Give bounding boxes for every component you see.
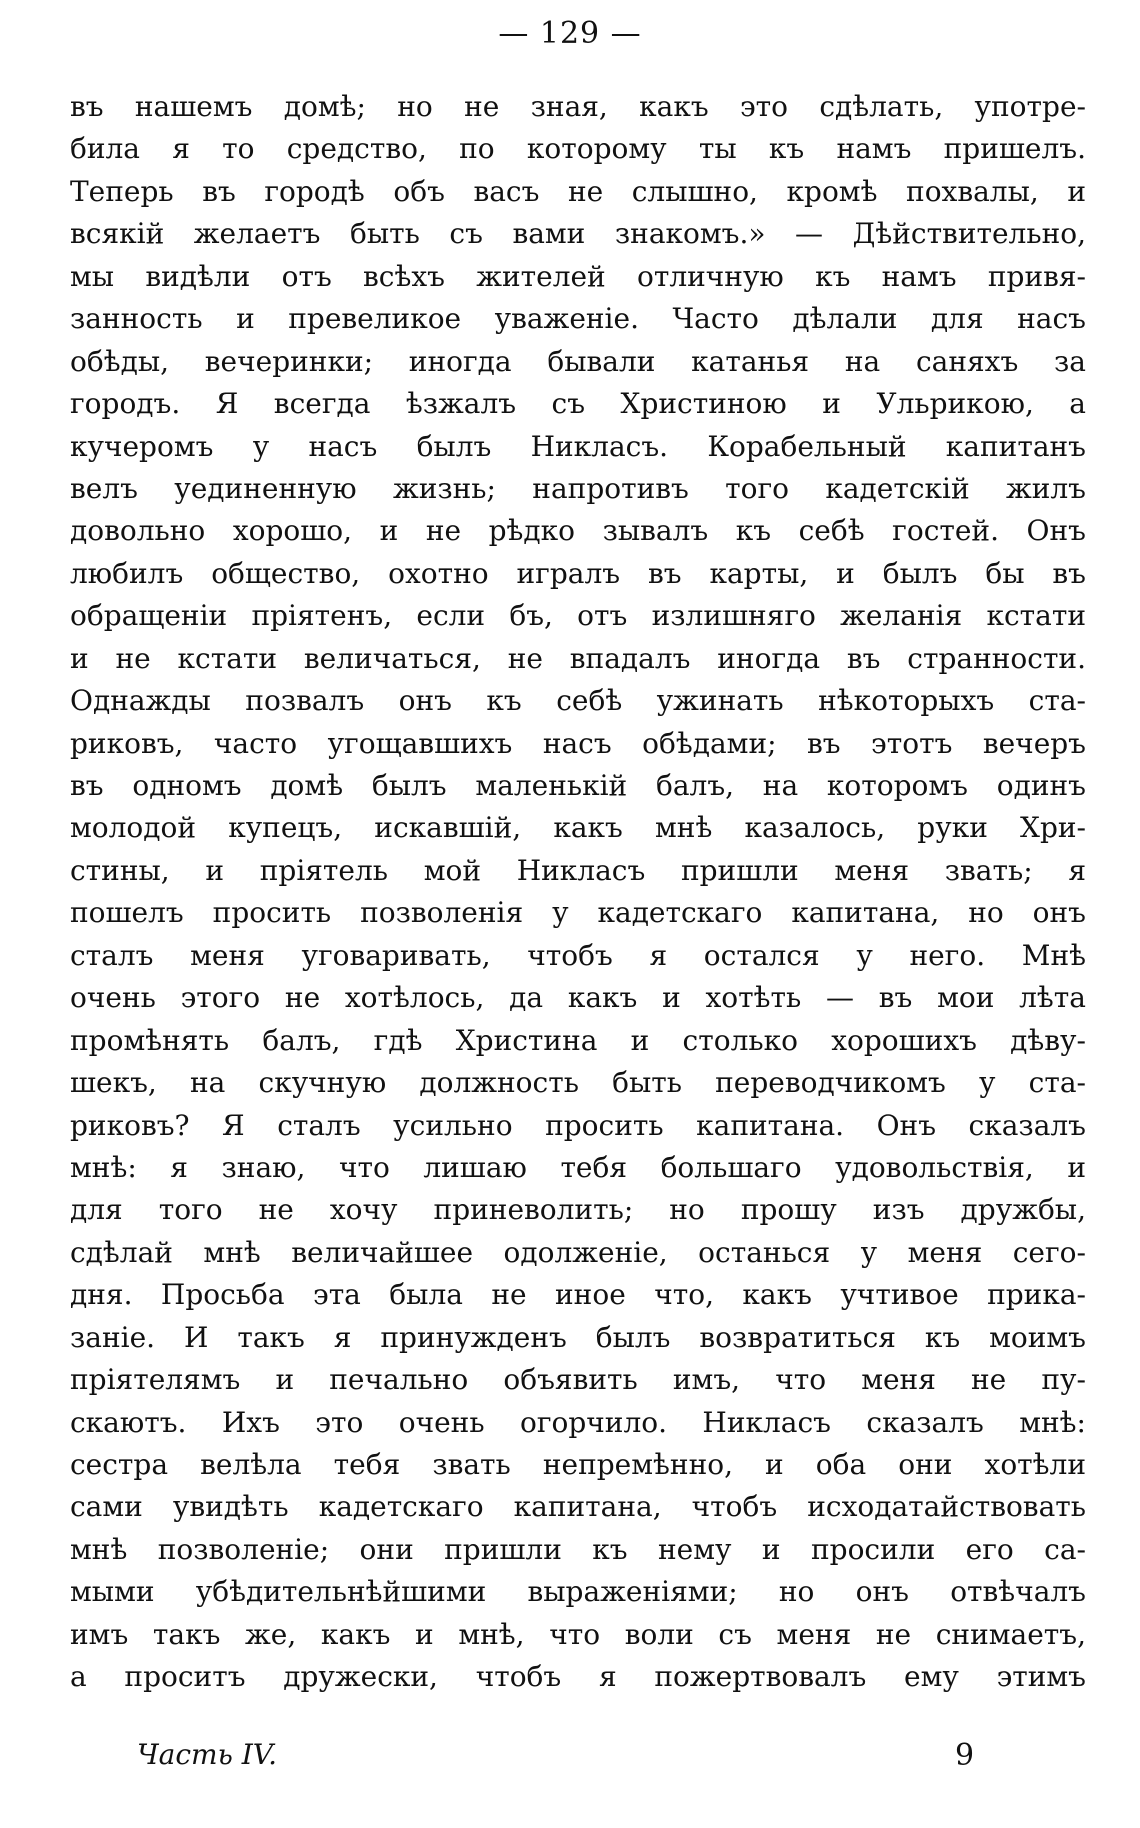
text-line: очень этого не хотѣлось, да какъ и хотѣть — въ мои лѣта <box>70 981 1086 1015</box>
text-line: всякій желаетъ быть съ вами знакомъ.» — Дѣйствительно, <box>70 217 1086 251</box>
text-line: шекъ, на скучную должность быть переводчикомъ у ста- <box>70 1066 1086 1100</box>
text-line: мнѣ позволеніе; они пришли къ нему и просили его са- <box>70 1532 1086 1566</box>
text-line: Однажды позвалъ онъ къ себѣ ужинать нѣкоторыхъ ста- <box>70 684 1086 718</box>
text-line: Теперь въ городѣ объ васъ не слышно, кромѣ похвалы, и <box>70 174 1086 208</box>
text-line: кучеромъ у насъ былъ Никласъ. Корабельный капитанъ <box>70 429 1086 463</box>
text-line: сдѣлай мнѣ величайшее одолженіе, останься у меня сего- <box>70 1235 1086 1269</box>
page-number: — 129 — <box>498 16 642 51</box>
text-line: молодой купецъ, искавшій, какъ мнѣ казалось, руки Хри- <box>70 811 1086 845</box>
text-line: для того не хочу приневолить; но прошу изъ дружбы, <box>70 1193 1086 1227</box>
text-line: любилъ общество, охотно игралъ въ карты, и былъ бы въ <box>70 556 1086 590</box>
text-line: довольно хорошо, и не рѣдко зывалъ къ себѣ гостей. Онъ <box>70 514 1086 548</box>
text-line: мыми убѣдительнѣйшими выраженіями; но онъ отвѣчалъ <box>70 1575 1086 1609</box>
text-line: риковъ? Я сталъ усильно просить капитана. Онъ сказалъ <box>70 1108 1086 1142</box>
text-line: заніе. И такъ я принужденъ былъ возвратиться къ моимъ <box>70 1320 1086 1354</box>
text-line: обращеніи пріятенъ, если бъ, отъ излишняго желанія кстати <box>70 599 1086 633</box>
text-line: въ одномъ домѣ былъ маленькій балъ, на которомъ одинъ <box>70 769 1086 802</box>
text-line: и не кстати величаться, не впадалъ иногда въ странности. <box>70 641 1086 675</box>
text-line: пошелъ просить позволенія у кадетскаго капитана, но онъ <box>70 896 1086 930</box>
text-line: била я то средство, по которому ты къ намъ пришелъ. <box>70 132 1086 166</box>
text-line: стины, и пріятель мой Никласъ пришли меня звать; я <box>70 853 1086 887</box>
text-line: въ нашемъ домѣ; но не зная, какъ это сдѣлать, употре- <box>70 90 1086 123</box>
text-line: риковъ, часто угощавшихъ насъ обѣдами; въ этотъ вечеръ <box>70 726 1086 760</box>
body-text <box>70 86 1086 1699</box>
text-line: мы видѣли отъ всѣхъ жителей отличную къ намъ привя- <box>70 259 1086 293</box>
text-line: велъ уединенную жизнь; напротивъ того кадетскій жилъ <box>70 471 1086 505</box>
text-line: дня. Просьба эта была не иное что, какъ учтивое прика- <box>70 1278 1086 1312</box>
sheet-number: 9 <box>955 1738 975 1773</box>
text-line: обѣды, вечеринки; иногда бывали катанья на саняхъ за <box>70 344 1086 378</box>
text-line: пріятелямъ и печально объявить имъ, что меня не пу- <box>70 1363 1086 1397</box>
text-line: имъ такъ же, какъ и мнѣ, что воли съ меня не снимаетъ, <box>70 1617 1086 1651</box>
signature-mark: Часть IV. <box>137 1738 277 1771</box>
page-footer <box>0 1738 1140 1788</box>
text-line: сталъ меня уговаривать, чтобъ я остался у него. Мнѣ <box>70 938 1086 972</box>
text-line: сестра велѣла тебя звать непремѣнно, и оба они хотѣли <box>70 1448 1086 1481</box>
text-line: мнѣ: я знаю, что лишаю тебя большаго удовольствія, и <box>70 1150 1086 1184</box>
text-line: городъ. Я всегда ѣзжалъ съ Христиною и Ульрикою, а <box>70 387 1086 421</box>
text-line: а проситъ дружески, чтобъ я пожертвовалъ ему этимъ <box>70 1660 1086 1694</box>
text-line: занность и превеликое уваженіе. Часто дѣлали для насъ <box>70 302 1086 336</box>
text-line: скаютъ. Ихъ это очень огорчило. Никласъ сказалъ мнѣ: <box>70 1405 1086 1439</box>
text-line: сами увидѣть кадетскаго капитана, чтобъ исходатайствовать <box>70 1490 1086 1524</box>
text-line: промѣнять балъ, гдѣ Христина и столько хорошихъ дѣву- <box>70 1023 1086 1057</box>
